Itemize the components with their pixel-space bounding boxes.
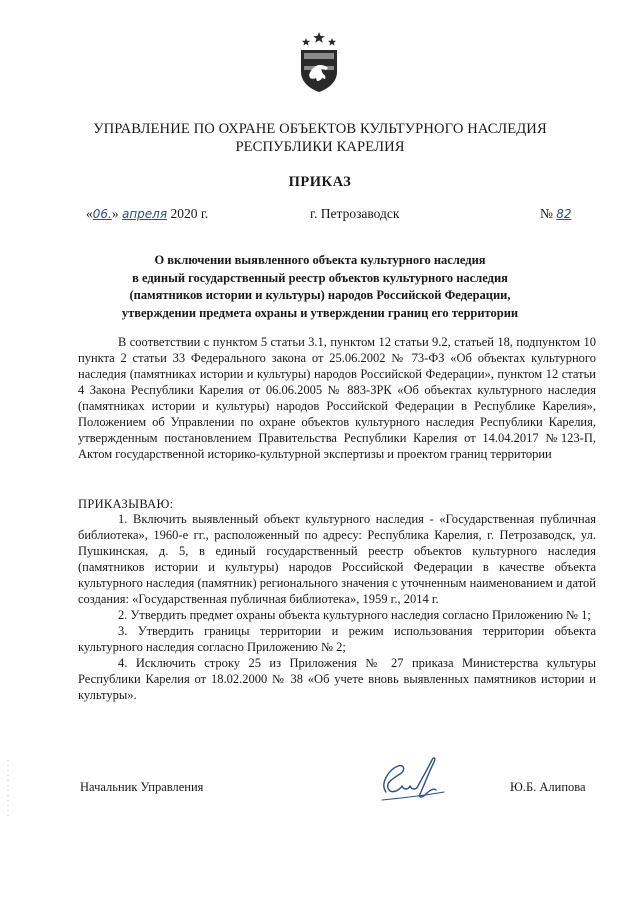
scan-edge-marks bbox=[6, 760, 10, 820]
organization-header bbox=[40, 120, 600, 156]
document-type-title: ПРИКАЗ bbox=[288, 174, 352, 190]
order-number-label: № bbox=[540, 206, 553, 221]
order-number bbox=[540, 206, 572, 222]
preamble-paragraph: В соответствии с пунктом 5 статьи 3.1, пунктом 12 статьи 9.2, статьей 18, подпунктом 10 пункта 2 статьи 33 Федерального закона от 25.06.2002 № 73-ФЗ «Об объектах культурного наследия (памятниках истории и культуры) народов Российской Федерации», пунктом 12 статьи 4 Закона Республики Карелия от 06.06.2005 № 883-ЗРК «Об объектах культурного наследия (памятниках истории и культуры) народов Российской Федерации в Республике Карелия», Положением об Управлении по охране объектов культурного наследия Республики Карелия, утвержденным постановлением Правительства Республики Карелия от 14.04.2017 №123-П, Актом государственной историко-культурной экспертизы и проектом границ территории bbox=[78, 335, 596, 461]
order-city: г. Петрозаводск bbox=[310, 206, 400, 221]
subject-line-3: (памятников истории и культуры) народов Российской Федерации, bbox=[129, 288, 511, 302]
order-date bbox=[86, 206, 208, 222]
order-item: 4. Исключить строку 25 из Приложения № 27 приказа Министерства культуры Республики Карелия от 18.02.2000 № 38 «Об учете вновь выявленных памятников истории и культуры». bbox=[78, 656, 596, 702]
date-close-quote: » bbox=[111, 206, 119, 221]
signer-name: Ю.Б. Алипова bbox=[510, 780, 586, 794]
karelia-coat-of-arms-icon bbox=[298, 30, 340, 94]
date-day-handwritten: 06. bbox=[92, 207, 112, 221]
subject-line-2: в единый государственный реестр объектов культурного наследия bbox=[132, 270, 508, 285]
signer-position: Начальник Управления bbox=[80, 780, 204, 794]
order-number-handwritten: 82 bbox=[556, 207, 572, 221]
handwritten-signature bbox=[372, 752, 462, 812]
order-subject bbox=[60, 252, 580, 322]
order-item: 3. Утвердить границы территории и режим использования территории объекта культурного наследия согласно Приложению № 2; bbox=[78, 624, 596, 654]
order-directive-word: ПРИКАЗЫВАЮ: bbox=[78, 497, 174, 511]
organization-line-1: УПРАВЛЕНИЕ ПО ОХРАНЕ ОБЪЕКТОВ КУЛЬТУРНОГО НАСЛЕДИЯ bbox=[93, 121, 547, 137]
order-item: 1. Включить выявленный объект культурного наследия - «Государственная публичная библиотека», 1960-е гг., расположенный по адресу: Республика Карелия, г. Петрозаводск, ул. Пушкинская, д. 5, в единый государственный реестр объектов культурного наследия (памятников истории и культуры) народов Российской Федерации в качестве объекта культурного наследия (памятник) регионального значения с уточненным наименованием и датой создания: «Государственная публичная библиотека», 1959 г., 2014 г. bbox=[78, 512, 596, 606]
date-month-handwritten: апреля bbox=[121, 207, 168, 221]
date-open-quote: « bbox=[86, 206, 93, 221]
subject-line-4: утверждении предмета охраны и утверждении границ его территории bbox=[121, 305, 519, 320]
organization-line-2: РЕСПУБЛИКИ КАРЕЛИЯ bbox=[235, 139, 405, 155]
order-item: 2. Утвердить предмет охраны объекта культурного наследия согласно Приложению № 1; bbox=[118, 608, 591, 622]
order-items-list bbox=[78, 511, 596, 703]
date-year: 2020 г. bbox=[170, 206, 209, 221]
subject-line-1: О включении выявленного объекта культурного наследия bbox=[154, 253, 486, 267]
